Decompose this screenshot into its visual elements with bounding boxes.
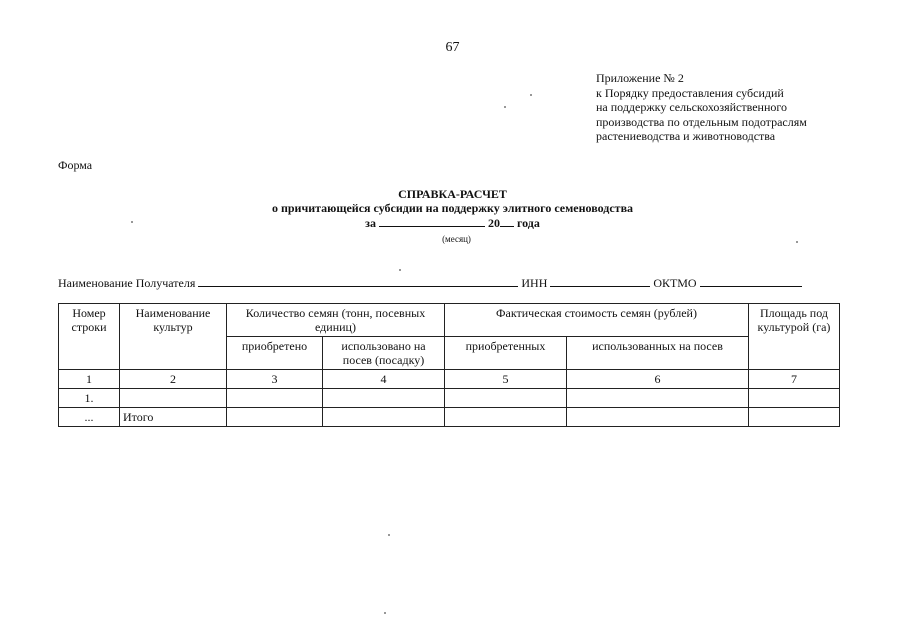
appendix-line: к Порядку предоставления субсидий <box>596 85 784 100</box>
title-main: СПРАВКА-РАСЧЕТ <box>398 187 507 201</box>
year-prefix: 20 <box>487 216 500 230</box>
oktmo-label: ОКТМО <box>653 276 697 290</box>
period-suffix: года <box>516 216 540 230</box>
table-cell <box>749 389 840 408</box>
table-row <box>59 389 840 408</box>
column-number: 7 <box>749 370 840 389</box>
appendix-line: на поддержку сельскохозяйственного <box>596 100 788 114</box>
appendix-line: Приложение № 2 <box>596 71 684 85</box>
table-cell <box>445 408 567 427</box>
title-period <box>0 215 905 230</box>
subsidy-table <box>58 303 840 427</box>
scan-speck <box>796 241 798 243</box>
table-row <box>59 408 840 427</box>
year-blank <box>500 215 514 227</box>
appendix-line: производства по отдельным подотраслям <box>596 114 807 129</box>
title-subtitle: о причитающейся субсидии на поддержку элитного семеноводства <box>271 201 634 215</box>
column-number: 6 <box>567 370 749 389</box>
table-cell <box>227 389 323 408</box>
recipient-name-label: Наименование Получателя <box>58 276 196 290</box>
scan-speck <box>399 269 401 271</box>
scan-speck <box>504 106 506 108</box>
table-cell <box>120 389 227 408</box>
header-seed-used: использовано на посев (посадку) <box>323 337 445 370</box>
inn-blank <box>550 276 650 287</box>
table-cell-total-label: Итого <box>120 408 227 427</box>
table-cell: 1. <box>59 389 120 408</box>
column-number: 1 <box>59 370 120 389</box>
header-actual-cost: Фактическая стоимость семян (рублей) <box>445 304 749 337</box>
column-number: 2 <box>120 370 227 389</box>
recipient-name-blank <box>198 276 518 287</box>
table-cell <box>323 408 445 427</box>
scan-speck <box>384 612 386 614</box>
table-cell <box>749 408 840 427</box>
appendix-line: растениеводства и животноводства <box>596 129 776 143</box>
table-cell <box>445 389 567 408</box>
header-cost-purchased: приобретенных <box>445 337 567 370</box>
header-seed-quantity: Количество семян (тонн, посевных единиц) <box>227 304 445 337</box>
scan-speck <box>388 534 390 536</box>
column-number: 3 <box>227 370 323 389</box>
column-number: 5 <box>445 370 567 389</box>
table-cell <box>567 389 749 408</box>
page-number: 67 <box>445 40 460 55</box>
table-cell <box>567 408 749 427</box>
recipient-line <box>58 276 848 291</box>
header-crop-name: Наименование культур <box>120 304 227 370</box>
month-caption: (месяц) <box>442 234 471 244</box>
scan-speck <box>530 94 532 96</box>
document-title <box>0 187 905 230</box>
scan-speck <box>131 221 133 223</box>
header-row-number: Номер строки <box>59 304 120 370</box>
header-seed-purchased: приобретено <box>227 337 323 370</box>
column-number: 4 <box>323 370 445 389</box>
table-cell: ... <box>59 408 120 427</box>
appendix-note <box>596 71 896 144</box>
header-cost-used: использованных на посев <box>567 337 749 370</box>
table-cell <box>227 408 323 427</box>
form-label: Форма <box>58 158 93 172</box>
header-crop-area: Площадь под культурой (га) <box>749 304 840 370</box>
oktmo-blank <box>700 276 802 287</box>
period-prefix: за <box>365 216 376 230</box>
table-cell <box>323 389 445 408</box>
month-blank <box>379 215 485 227</box>
inn-label: ИНН <box>521 276 548 290</box>
